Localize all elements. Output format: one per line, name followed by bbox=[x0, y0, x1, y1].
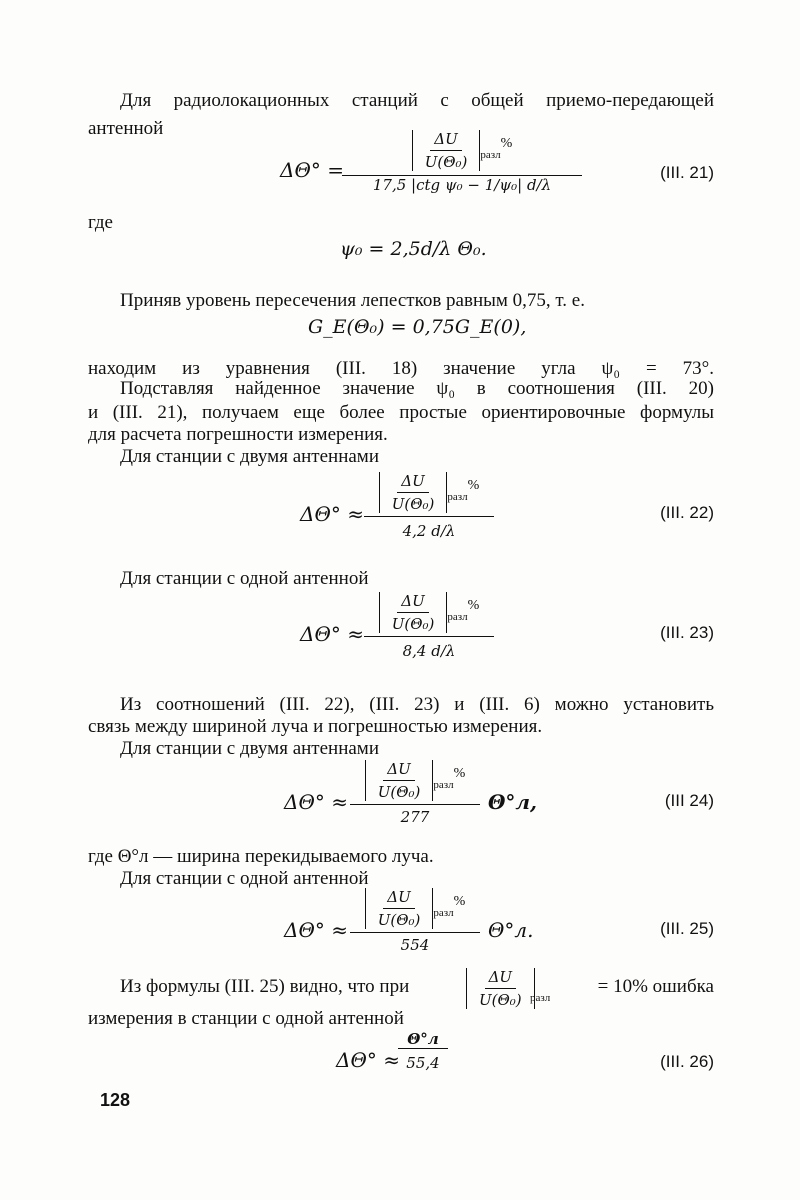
percent-sign: % bbox=[467, 478, 480, 493]
paragraph-line: Для станции с одной антенной bbox=[120, 868, 369, 889]
equation-lhs: ΔΘ° ≈ bbox=[300, 502, 364, 526]
paragraph-fragment: = 10% ошибка bbox=[597, 976, 714, 997]
paragraph-line: Подставляя найденное значение ψ₀ в соотношения (III. 20) bbox=[120, 378, 714, 399]
equation-number: (III 24) bbox=[664, 791, 714, 810]
paragraph-line: Приняв уровень пересечения лепестков равным 0,75, т. е. bbox=[120, 290, 585, 311]
equation-lhs: ΔΘ° = bbox=[280, 158, 344, 182]
subscript-razl: разл bbox=[433, 779, 454, 791]
equation-tail: Θ°л, bbox=[488, 790, 538, 814]
fraction-denominator: 554 bbox=[400, 936, 430, 954]
percent-sign: % bbox=[453, 766, 466, 781]
equation-number: (III. 26) bbox=[660, 1052, 714, 1071]
fraction-denominator: 4,2 d/λ bbox=[402, 522, 456, 540]
paragraph-line: где bbox=[88, 212, 113, 233]
psi0-equation: ψ₀ = 2,5d/λ Θ₀. bbox=[340, 238, 487, 260]
equation-III-21 bbox=[260, 128, 714, 218]
paragraph-line: Из соотношений (III. 22), (III. 23) и (III. 6) можно установить bbox=[120, 694, 714, 715]
subscript-razl: разл bbox=[447, 611, 468, 623]
fraction-numerator: Θ°л bbox=[398, 1030, 448, 1049]
fraction-numerator bbox=[342, 130, 582, 176]
equation-III-22 bbox=[260, 468, 714, 558]
paragraph-line: находим из уравнения (III. 18) значение угла ψ₀ = 73°. bbox=[88, 358, 714, 379]
equation-number: (III. 22) bbox=[660, 503, 714, 522]
fraction-numerator bbox=[350, 760, 480, 805]
paragraph-line: для расчета погрешности измерения. bbox=[88, 424, 388, 445]
equation-lhs: ΔΘ° ≈ bbox=[284, 790, 348, 814]
paragraph-line: антенной bbox=[88, 118, 164, 139]
subscript-razl: разл bbox=[447, 491, 468, 503]
percent-sign: % bbox=[467, 598, 480, 613]
u-theta: U(Θ₀) bbox=[377, 911, 421, 929]
u-theta: U(Θ₀) bbox=[377, 783, 421, 801]
equation-III-23 bbox=[260, 588, 714, 678]
paragraph-line: Для радиолокационных станций с общей приемо-передающей bbox=[120, 90, 714, 111]
equation-lhs: ΔΘ° ≈ bbox=[284, 918, 348, 942]
delta-u: ΔU bbox=[485, 968, 516, 989]
delta-u: ΔU bbox=[383, 760, 414, 781]
subscript-razl: разл bbox=[433, 907, 454, 919]
equation-number: (III. 25) bbox=[660, 919, 714, 938]
percent-sign: % bbox=[500, 136, 513, 151]
equation-III-25 bbox=[260, 884, 714, 974]
equation-tail: Θ°л. bbox=[488, 918, 534, 942]
paragraph-line: связь между шириной луча и погрешностью измерения. bbox=[88, 716, 543, 737]
fraction-numerator bbox=[364, 592, 494, 637]
ge-equation: G_E(Θ₀) = 0,75G_E(0), bbox=[308, 316, 527, 338]
fraction-denominator: 277 bbox=[400, 808, 430, 826]
fraction-denominator: 55,4 bbox=[406, 1054, 440, 1072]
percent-sign: % bbox=[453, 894, 466, 909]
u-theta: U(Θ₀) bbox=[391, 495, 435, 513]
u-theta: U(Θ₀) bbox=[479, 991, 522, 1009]
paragraph-line: и (III. 21), получаем еще более простые ориентировочные формулы bbox=[88, 402, 714, 423]
equation-lhs: ΔΘ° ≈ bbox=[300, 622, 364, 646]
fraction-denominator: 17,5 |ctg ψ₀ − 1/ψ₀| d/λ bbox=[372, 176, 552, 194]
paragraph-line: Для станции с одной антенной bbox=[120, 568, 369, 589]
paragraph-line: где Θ°л — ширина перекидываемого луча. bbox=[88, 846, 434, 867]
equation-lhs: ΔΘ° ≈ bbox=[336, 1048, 400, 1072]
paragraph-line: Для станции с двумя антеннами bbox=[120, 446, 379, 467]
equation-number: (III. 23) bbox=[660, 623, 714, 642]
fraction-numerator bbox=[364, 472, 494, 517]
u-theta: U(Θ₀) bbox=[391, 615, 435, 633]
subscript-razl: разл bbox=[480, 149, 501, 161]
u-theta: U(Θ₀) bbox=[424, 153, 468, 171]
delta-u: ΔU bbox=[397, 472, 428, 493]
paragraph-line: Для станции с двумя антеннами bbox=[120, 738, 379, 759]
paragraph-line: измерения в станции с одной антенной bbox=[88, 1008, 404, 1029]
paragraph-fragment: Из формулы (III. 25) видно, что при bbox=[120, 976, 410, 997]
subscript-razl: разл bbox=[530, 992, 551, 1004]
delta-u: ΔU bbox=[383, 888, 414, 909]
delta-u: ΔU bbox=[430, 130, 461, 151]
fraction-denominator: 8,4 d/λ bbox=[402, 642, 456, 660]
equation-III-24 bbox=[260, 756, 714, 846]
fraction-numerator bbox=[350, 888, 480, 933]
page-number: 128 bbox=[100, 1090, 131, 1110]
equation-number: (III. 21) bbox=[660, 163, 714, 182]
delta-u: ΔU bbox=[397, 592, 428, 613]
equation-III-26 bbox=[260, 1026, 714, 1098]
